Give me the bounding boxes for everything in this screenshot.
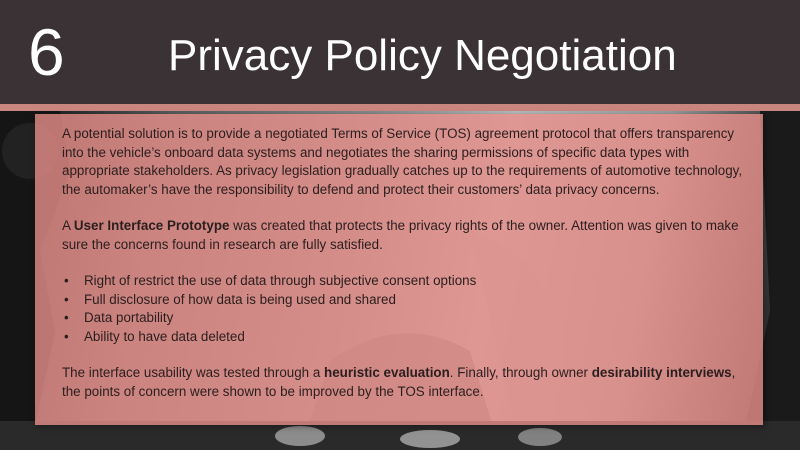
list-item: • Ability to have data deleted (62, 328, 752, 347)
list-item: • Data portability (62, 309, 752, 328)
content-text (62, 125, 752, 419)
paragraph-evaluation-post: , the points of concern were shown to be improved by the TOS interface. (62, 365, 736, 399)
slide-number: 6 (28, 15, 65, 89)
paragraph-prototype-bold: User Interface Prototype (73, 218, 230, 233)
paragraph-intro: A potential solution is to provide a negotiated Terms of Service (TOS) agreement protocol that offers transparency into the vehicle’s onboard data systems and negotiates the sharing permissions of specific data types with appropriate stakeholders. As privacy legislation gradually catches up to the requirements of automotive technology, the automaker’s have the responsibility to defend and protect their customers’ data privacy concerns. (62, 126, 743, 197)
feature-list (62, 272, 752, 346)
paragraph-evaluation-bold-interviews: desirability interviews (591, 365, 732, 380)
title-bar (0, 0, 800, 104)
paragraph-prototype (62, 217, 752, 254)
paragraph-evaluation-mid: . Finally, through owner (449, 365, 592, 380)
paragraph-prototype-pre: A (62, 218, 74, 233)
paragraph-prototype-post: was created that protects the privacy rights of the owner. Attention was given to make sure the concerns found in research are fully satisfied. (62, 218, 739, 252)
list-item: • Right of restrict the use of data through subjective consent options (62, 272, 752, 291)
slide-title: Privacy Policy Negotiation (168, 31, 677, 80)
paragraph-evaluation-bold-heuristic: heuristic evaluation (324, 365, 450, 380)
paragraph-evaluation-pre: The interface usability was tested through a (62, 365, 325, 380)
header-accent-rule (0, 104, 800, 111)
paragraph-evaluation (62, 364, 752, 401)
list-item: • Full disclosure of how data is being used and shared (62, 291, 752, 310)
